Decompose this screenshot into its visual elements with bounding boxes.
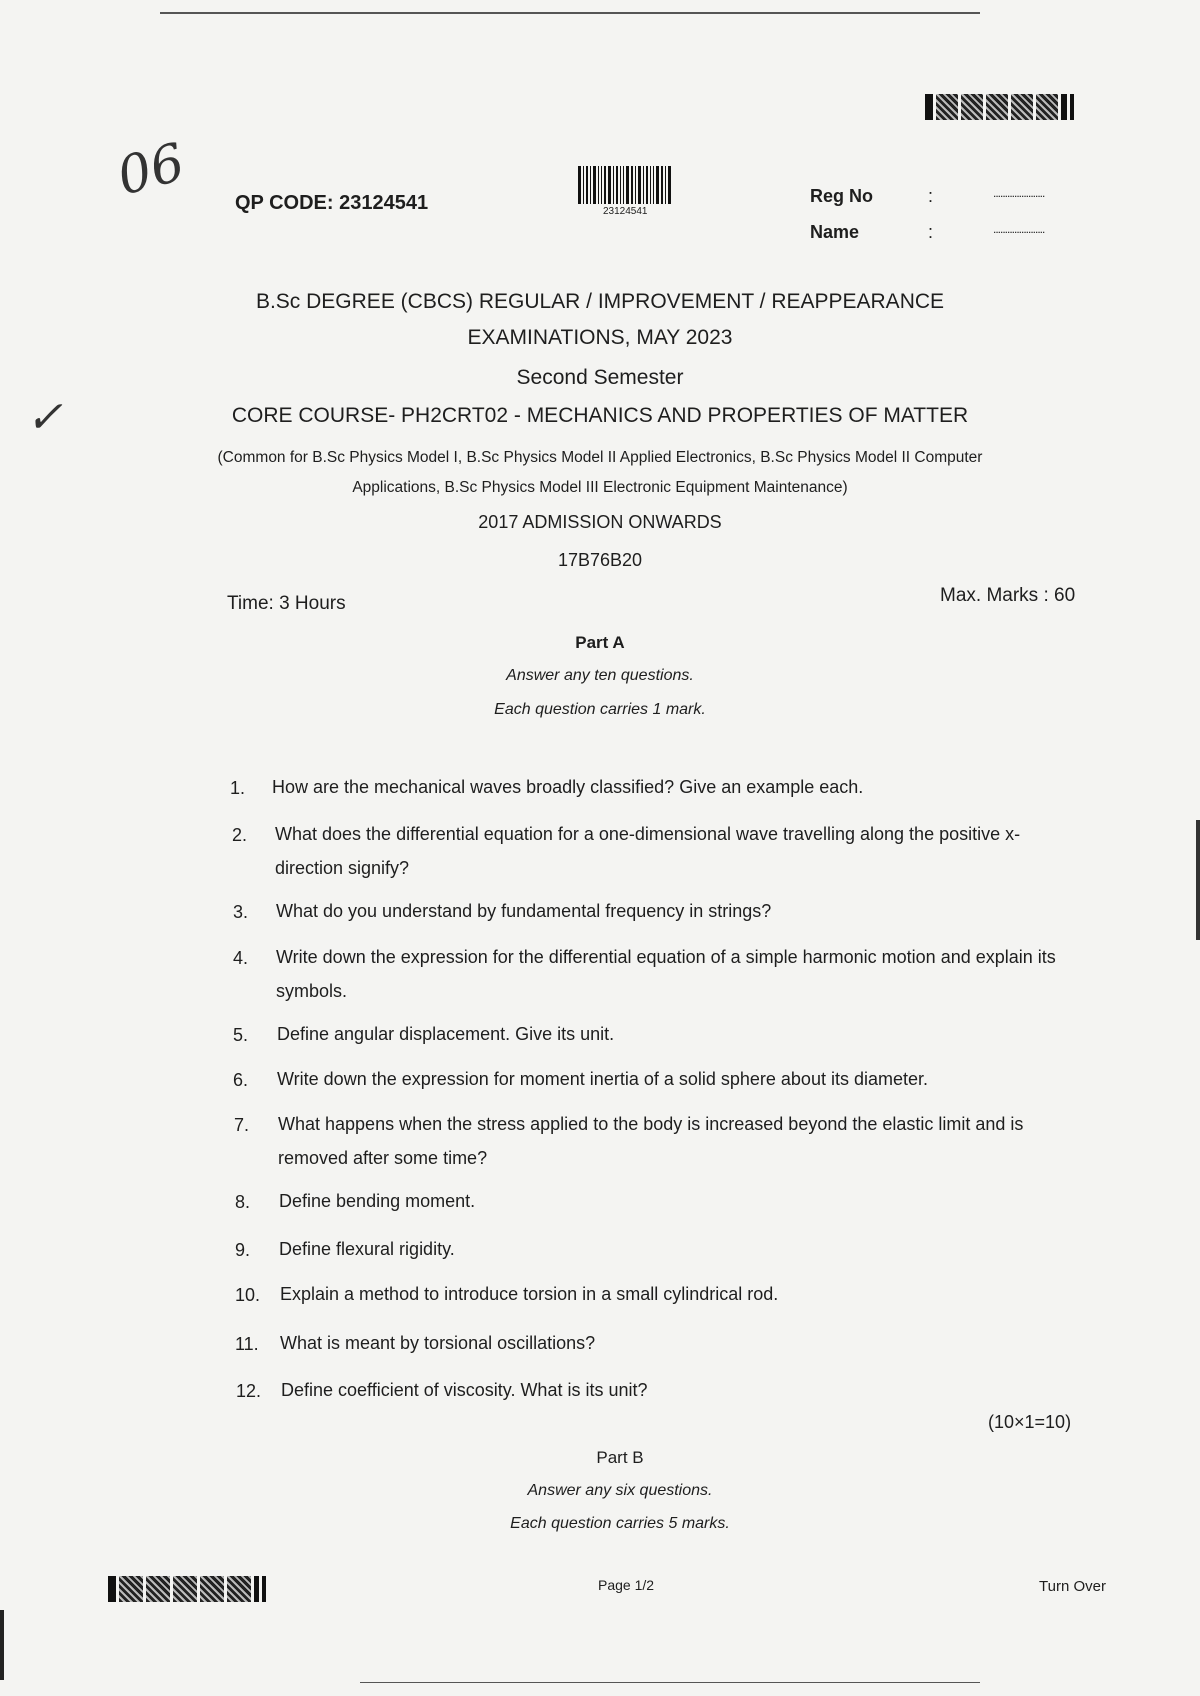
part-b-heading: Part B xyxy=(596,1448,644,1467)
common-note-line1: (Common for B.Sc Physics Model I, B.Sc Physics Model II Applied Electronics, B.Sc Physics Model II Computer xyxy=(217,449,983,466)
question-text: Write down the expression for moment inertia of a solid sphere about its diameter. xyxy=(277,1069,928,1089)
course-title: CORE COURSE- PH2CRT02 - MECHANICS AND PROPERTIES OF MATTER xyxy=(231,404,969,427)
exam-title-line1: B.Sc DEGREE (CBCS) REGULAR / IMPROVEMENT / REAPPEARANCE xyxy=(255,290,945,313)
part-b-instruction1: Answer any six questions. xyxy=(527,1482,713,1499)
question-number: 7. xyxy=(234,1115,250,1135)
question-number: 2. xyxy=(232,825,248,845)
question-text: What do you understand by fundamental frequency in strings? xyxy=(276,901,772,921)
bottom-scan-line xyxy=(360,1682,980,1683)
question-text: What does the differential equation for a one-dimensional wave travelling along the positive x-direction signify? xyxy=(275,824,1021,878)
paper-code: 17B76B20 xyxy=(557,550,643,570)
question-text: Write down the expression for the differential equation of a simple harmonic motion and explain its symbols. xyxy=(276,947,1056,1001)
part-a-heading: Part A xyxy=(575,633,625,652)
question-number: 1. xyxy=(230,778,246,798)
semester: Second Semester xyxy=(516,366,684,389)
question-number: 4. xyxy=(233,948,249,968)
question-number: 6. xyxy=(233,1070,249,1090)
part-a-marks: (10×1=10) xyxy=(988,1412,1072,1432)
common-note-line2: Applications, B.Sc Physics Model III Electronic Equipment Maintenance) xyxy=(352,479,848,496)
question-text: Explain a method to introduce torsion in a small cylindrical rod. xyxy=(280,1284,779,1304)
question-number: 12. xyxy=(236,1381,262,1401)
page-number: Page 1/2 xyxy=(598,1577,655,1593)
handwritten-tick-icon: ✓ xyxy=(26,392,63,443)
reg-no-field[interactable]: ...................... xyxy=(993,186,1045,200)
barcode xyxy=(578,166,673,204)
question-number: 11. xyxy=(235,1334,259,1354)
reg-no-colon: : xyxy=(928,186,934,206)
turn-over: Turn Over xyxy=(1039,1578,1106,1595)
part-b-instruction2: Each question carries 5 marks. xyxy=(510,1515,730,1532)
question-text: What is meant by torsional oscillations? xyxy=(280,1333,596,1353)
part-a-instruction2: Each question carries 1 mark. xyxy=(494,701,706,718)
question-number: 9. xyxy=(235,1240,251,1260)
question-text: What happens when the stress applied to the body is increased beyond the elastic limit and is removed after some time? xyxy=(278,1114,1024,1168)
exam-title-line2: EXAMINATIONS, MAY 2023 xyxy=(467,326,733,349)
scan-edge-shadow xyxy=(0,1610,4,1680)
part-a-instruction1: Answer any ten questions. xyxy=(506,667,694,684)
question-number: 8. xyxy=(235,1192,251,1212)
question-text: Define angular displacement. Give its unit. xyxy=(277,1024,615,1044)
question-text: How are the mechanical waves broadly classified? Give an example each. xyxy=(272,777,864,797)
question-text: Define coefficient of viscosity. What is its unit? xyxy=(281,1380,648,1400)
question-number: 10. xyxy=(235,1285,261,1305)
question-text: Define flexural rigidity. xyxy=(279,1239,455,1259)
admission: 2017 ADMISSION ONWARDS xyxy=(478,512,722,532)
top-scan-line xyxy=(160,12,980,14)
handwritten-mark: 06 xyxy=(111,132,191,208)
max-marks: Max. Marks : 60 xyxy=(940,585,1076,606)
name-label: Name xyxy=(810,222,860,242)
top-right-qr-strip xyxy=(925,94,1074,120)
reg-no-label: Reg No xyxy=(810,186,873,206)
bottom-left-qr-strip xyxy=(108,1576,266,1602)
question-number: 5. xyxy=(233,1025,249,1045)
name-field[interactable]: ...................... xyxy=(993,222,1045,236)
name-colon: : xyxy=(928,222,934,242)
qp-code: QP CODE: 23124541 xyxy=(235,192,429,214)
time: Time: 3 Hours xyxy=(227,593,346,614)
question-text: Define bending moment. xyxy=(279,1191,476,1211)
question-number: 3. xyxy=(233,902,249,922)
scan-edge-shadow-right xyxy=(1196,820,1200,940)
barcode-number: 23124541 xyxy=(603,206,648,217)
